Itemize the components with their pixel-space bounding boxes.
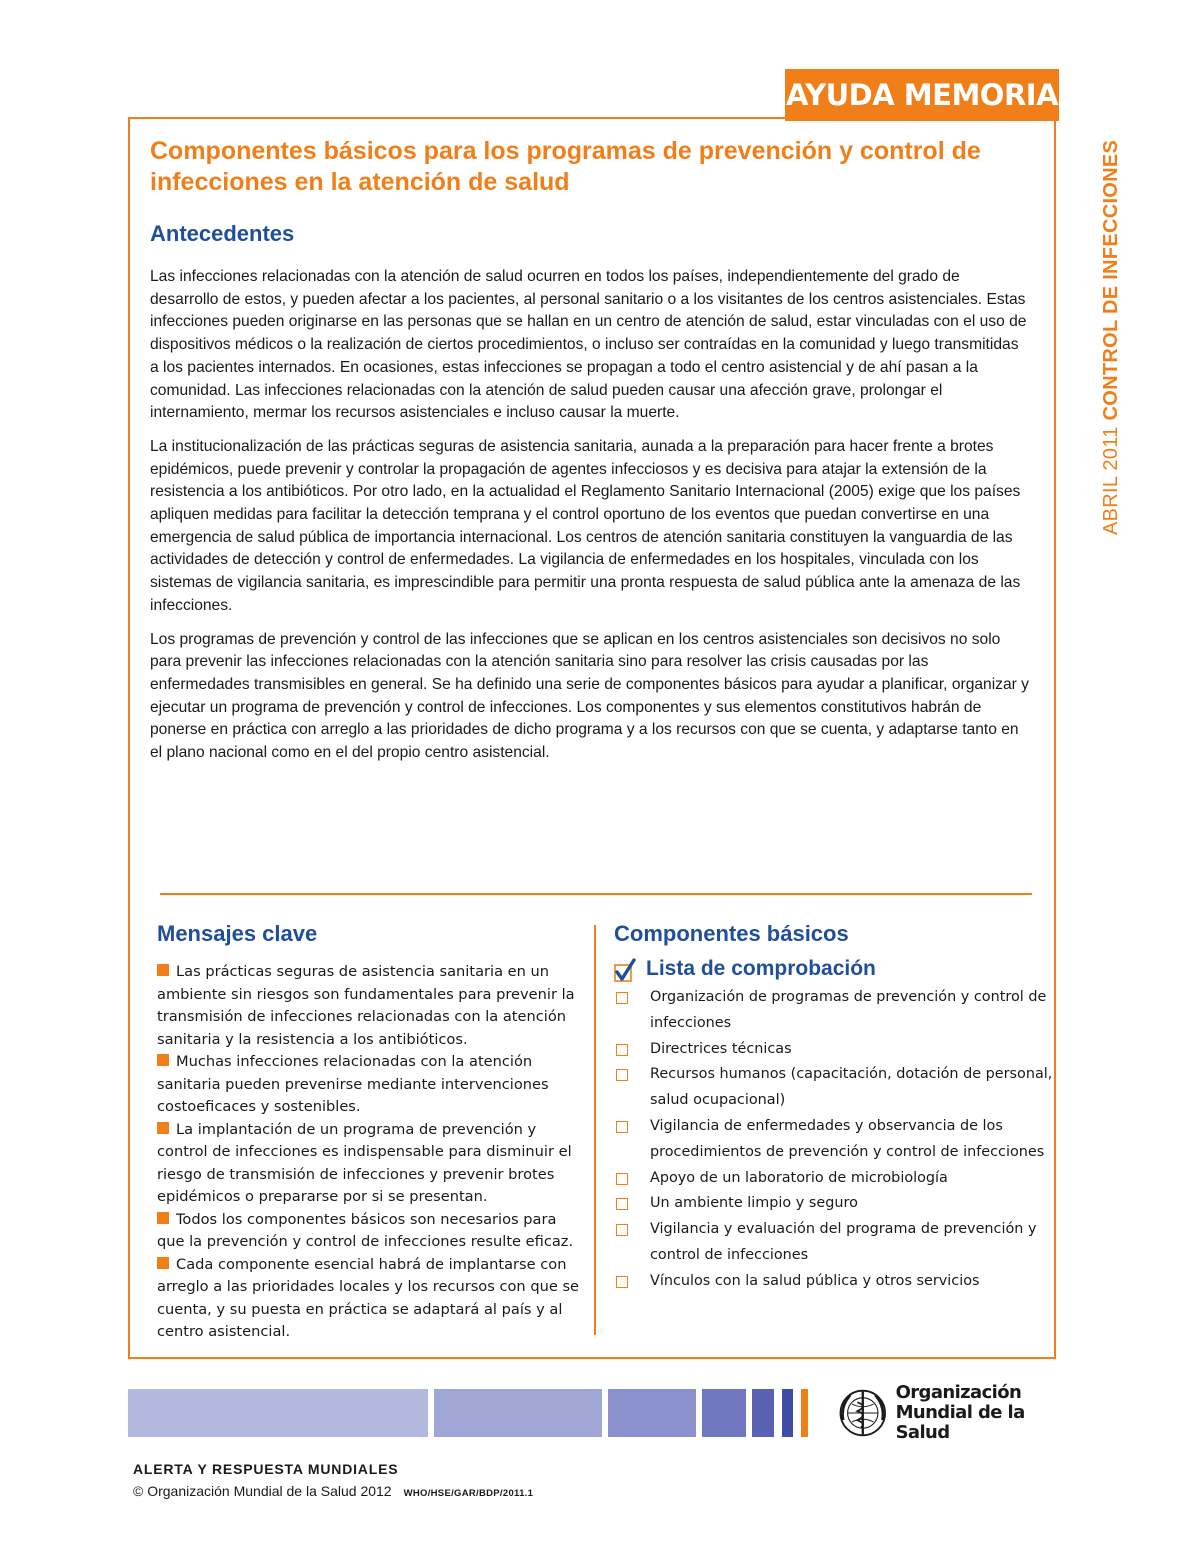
checkbox[interactable] [616,1276,628,1288]
bullet-square-icon [157,1054,169,1066]
paragraph: La institucionalización de las prácticas seguras de asistencia sanitaria, aunada a la preparación para hacer frente a brotes epidémicos, puede prevenir y controlar la propagación de agentes infecciosos y es decisiva para atajar la extensión de la resistencia a los antibióticos. Por otro lado, en la actualidad el Reglamento Sanitario Internacional (2005) exige que los países apliquen medidas para facilitar la detección temprana y el control oportuno de los eventos que puedan convertirse en una emergencia de salud pública de importancia internacional. Los centros de atención sanitaria constituyen la vanguardia de las actividades de detección y control de enfermedades. La vigilancia de enfermedades en los hospitales, vinculada con los sistemas de vigilancia sanitaria, es imprescindible para permitir una pronta respuesta de salud pública ante la amenaza de las infecciones. [150,437,1021,614]
checkbox[interactable] [616,1121,628,1133]
who-emblem-icon [836,1383,890,1443]
bullet-square-icon [157,1122,169,1134]
document-title: Componentes básicos para los programas de prevención y control de infecciones en la atención de salud [150,137,981,196]
key-message: Cada componente esencial habrá de implantarse con arreglo a las prioridades locales y los recursos con que se cuenta, y su puesta en práctica se adaptará al país y al centro asistencial. [157,1255,580,1340]
checkbox[interactable] [616,992,628,1004]
decorative-bars [128,1389,808,1437]
who-logo-text [896,1383,1064,1443]
side-topic: CONTROL DE INFECCIONES [1100,139,1122,421]
checklist-title: Lista de comprobación [646,957,876,980]
checkbox[interactable] [616,1173,628,1185]
antecedentes-heading: Antecedentes [150,221,295,246]
checkbox[interactable] [616,1044,628,1056]
logo-line: Organización [895,1382,1022,1403]
paragraph: Las infecciones relacionadas con la atención de salud ocurren en todos los países, independientemente del grado de desarrollo de estos, y pueden afectar a los pacientes, al personal sanitario o a los visitantes de los centros asistenciales. Estas infecciones pueden originarse en las personas que se hallan en un centro de atención de salud, estar vinculadas con el uso de dispositivos médicos o la realización de ciertos procedimientos, o incluso ser contraídas en la comunidad y luego transmitidas a los pacientes internados. En ocasiones, estas infecciones se propagan a todo el centro asistencial y de ahí pasan a la comunidad. Las infecciones relacionadas con la atención de salud pueden causar una afección grave, prolongar el internamiento, mermar los recursos asistenciales e incluso causar la muerte. [150,268,1027,422]
footer-copyright [133,1483,533,1499]
components-checklist [614,985,1054,1295]
who-logo [836,1383,1064,1443]
key-message: La implantación de un programa de prevención y control de infecciones es indispensable para disminuir el riesgo de transmisión de infecciones y prevenir brotes epidémicos o prepararse por si se presentan. [157,1120,572,1205]
key-message: Todos los componentes básicos son necesarios para que la prevención y control de infecciones resulte eficaz. [157,1210,574,1250]
decor-bar [752,1389,774,1437]
checklist-item: Vínculos con la salud pública y otros servicios [614,1269,1054,1295]
bullet-square-icon [157,1212,169,1224]
copyright-text: © Organización Mundial de la Salud 2012 [133,1483,392,1499]
section-divider [160,893,1032,895]
componentes-heading: Componentes básicos [614,921,849,946]
decor-bar [801,1389,808,1437]
side-label [1100,140,1123,535]
antecedentes-body [150,266,1030,776]
side-date: ABRIL 2011 [1100,426,1122,535]
decor-bar [702,1389,746,1437]
checkmark-box-icon [614,958,636,980]
document-code: WHO/HSE/GAR/BDP/2011.1 [403,1488,534,1499]
mensajes-heading: Mensajes clave [157,921,318,946]
key-messages [157,961,585,1344]
checklist-item: Vigilancia y evaluación del programa de prevención y control de infecciones [614,1217,1054,1269]
decor-bar [128,1389,428,1437]
key-message: Muchas infecciones relacionadas con la atención sanitaria pueden prevenirse mediante intervenciones costoeficaces y sostenibles. [157,1053,549,1115]
checkbox[interactable] [616,1224,628,1236]
decor-bar [608,1389,696,1437]
decor-bar [782,1389,793,1437]
bullet-square-icon [157,1257,169,1269]
checklist-item: Vigilancia de enfermedades y observancia de los procedimientos de prevención y control de infecciones [614,1114,1054,1166]
footer-heading: ALERTA Y RESPUESTA MUNDIALES [133,1461,399,1477]
checklist-item: Un ambiente limpio y seguro [614,1191,1054,1217]
key-message: Las prácticas seguras de asistencia sanitaria en un ambiente sin riesgos son fundamentales para prevenir la transmisión de infecciones relacionadas con la atención sanitaria y la resistencia a los antibióticos. [157,963,575,1048]
checklist-header [614,957,876,981]
paragraph: Los programas de prevención y control de las infecciones que se aplican en los centros asistenciales son decisivos no solo para prevenir las infecciones relacionadas con la atención sanitaria sino para resolver las crisis causadas por las enfermedades transmisibles en general. Se ha definido una serie de componentes básicos para ayudar a planificar, organizar y ejecutar un programa de prevención y control de infecciones. Los componentes y sus elementos constitutivos habrán de ponerse en práctica con arreglo a las prioridades de dicho programa y a los recursos con que se cuenta, y adaptarse tanto en el plano nacional como en el del propio centro asistencial. [150,630,1029,762]
logo-line: Mundial de la Salud [895,1402,1025,1443]
checklist-item: Recursos humanos (capacitación, dotación de personal, salud ocupacional) [614,1062,1054,1114]
checklist-item: Apoyo de un laboratorio de microbiología [614,1166,1054,1192]
column-divider [594,925,596,1335]
checklist-item: Directrices técnicas [614,1037,1054,1063]
checkbox[interactable] [616,1069,628,1081]
decor-bar [434,1389,602,1437]
checklist-item: Organización de programas de prevención y control de infecciones [614,985,1054,1037]
fact-sheet-badge: AYUDA MEMORIA [785,69,1059,121]
checkbox[interactable] [616,1198,628,1210]
bullet-square-icon [157,964,169,976]
